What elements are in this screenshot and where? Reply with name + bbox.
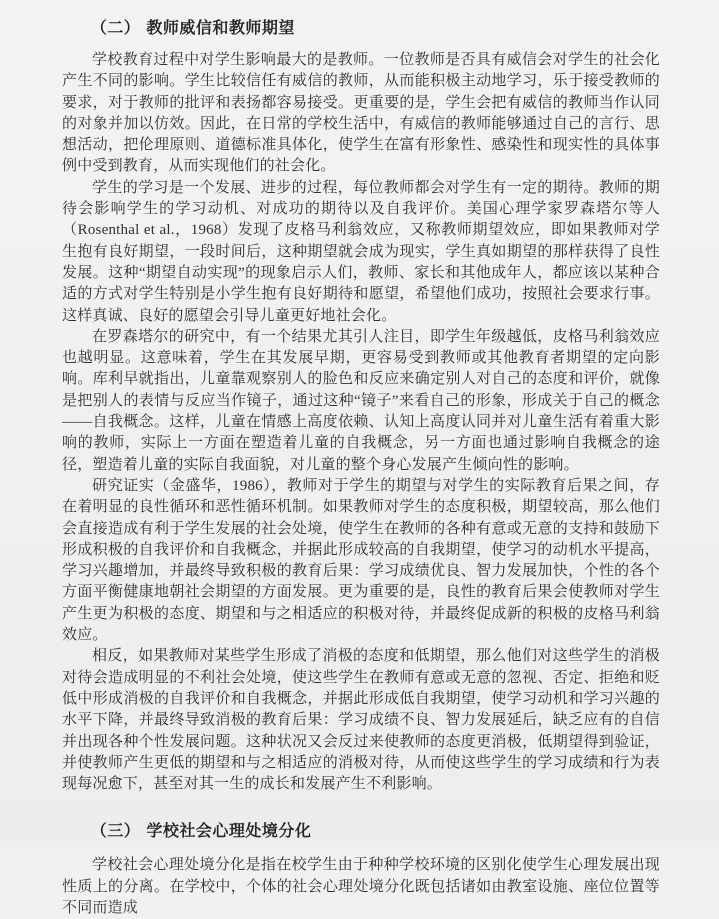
paragraph-positive-cycle: 研究证实（金盛华，1986），教师对于学生的期望与对学生的实际教育后果之间，存在着明显的良性循环和恶性循环机制。如果教师对学生的态度积极，期望较高，那么他们会直接造成有利于学生发展的社会处境，使学生在教师的各种有意或无意的支持和鼓励下形成积极的自我评价和自我概念，并据此形成较高的自我期望，使学习的动机水平提高，学习兴趣增加，并最终导致积极的教育后果：学习成绩优良、智力发展加快，个性的各个方面平衡健康地朝社会期望的方面发展。更为重要的是，良性的教育后果会使教师对学生产生更为积极的态度、期望和与之相适应的积极对待，并最终促成新的积极的皮格马利翁效应。	[62, 477, 660, 644]
section-heading-2	[62, 18, 660, 40]
section-heading-3	[62, 821, 660, 843]
paragraph-psychological-differentiation: 学校社会心理处境分化是指在校学生由于种种学校环境的区别化使学生心理发展出现性质上的分离。在学校中，个体的社会心理处境分化既包括诸如由教室设施、座位位置等不同而造成	[62, 857, 660, 916]
section-title: 学校社会心理处境分化	[146, 823, 312, 841]
paragraph-teacher-authority: 学校教育过程中对学生影响最大的是教师。一位教师是否具有威信会对学生的社会化产生不同的影响。学生比较信任有威信的教师，从而能积极主动地学习，乐于接受教师的要求，对于教师的批评和表扬都容易接受。更重要的是，学生会把有威信的教师当作认同的对象并加以仿效。因此，在日常的学校生活中，有威信的教师能够通过自己的言行、思想活动，把伦理原则、道德标准具体化，使学生在富有形象性、感染性和现实性的具体事例中受到教育，从而实现他们的社会化。	[62, 52, 660, 175]
section-number: （三）	[90, 823, 141, 841]
paragraph-pygmalion-effect: 学生的学习是一个发展、进步的过程，每位教师都会对学生有一定的期待。教师的期待会影响学生的学习动机、对成功的期待以及自我评价。美国心理学家罗森塔尔等人（Rosenthal et al.，1968）发现了皮格马利翁效应，又称教师期望效应，即如果教师对学生抱有良好期望，一段时间后，这种期望就会成为现实，学生真如期望的那样获得了良性发展。这种“期望自动实现”的现象启示人们，教师、家长和其他成年人，都应该以某种合适的方式对学生特别是小学生抱有良好期待和愿望，希望他们成功，按照社会要求行事。这样真诚、良好的愿望会引导儿童更好地社会化。	[62, 179, 660, 324]
paragraph-rosenthal-research: 在罗森塔尔的研究中，有一个结果尤其引人注目，即学生年级越低，皮格马利翁效应也越明显。这意味着，学生在其发展早期，更容易受到教师或其他教育者期望的定向影响。库利早就指出，儿童靠观察别人的脸色和反应来确定别人对自己的态度和评价，就像是把别人的表情与反应当作镜子，通过这种“镜子”来看自己的形象，形成关于自己的概念——自我概念。这样，儿童在情感上高度依赖、认知上高度认同并对儿童生活有着重大影响的教师，实际上一方面在塑造着儿童的自我概念，另一方面也通过影响自我概念的途径，塑造着儿童的实际自我面貌，对儿童的整个身心发展产生倾向性的影响。	[62, 328, 660, 473]
section-title: 教师威信和教师期望	[146, 20, 295, 37]
paragraph-negative-cycle: 相反，如果教师对某些学生形成了消极的态度和低期望，那么他们对这些学生的消极对待会造成明显的不利社会处境，使这些学生在教师有意或无意的忽视、否定、拒绝和贬低中形成消极的自我评价和自我概念，并据此形成低自我期望，使学习动机和学习兴趣的水平下降，并最终导致消极的教育后果：学习成绩不良、智力发展延后，缺乏应有的自信并出现各种个性发展问题。这种状况又会反过来使教师的态度更消极，低期望得到验证，并使教师产生更低的期望和与之相适应的消极对待，从而使这些学生的学习成绩和行为表现每况愈下，甚至对其一生的成长和发展产生不利影响。	[62, 648, 660, 793]
section-number: （二）	[90, 20, 141, 37]
